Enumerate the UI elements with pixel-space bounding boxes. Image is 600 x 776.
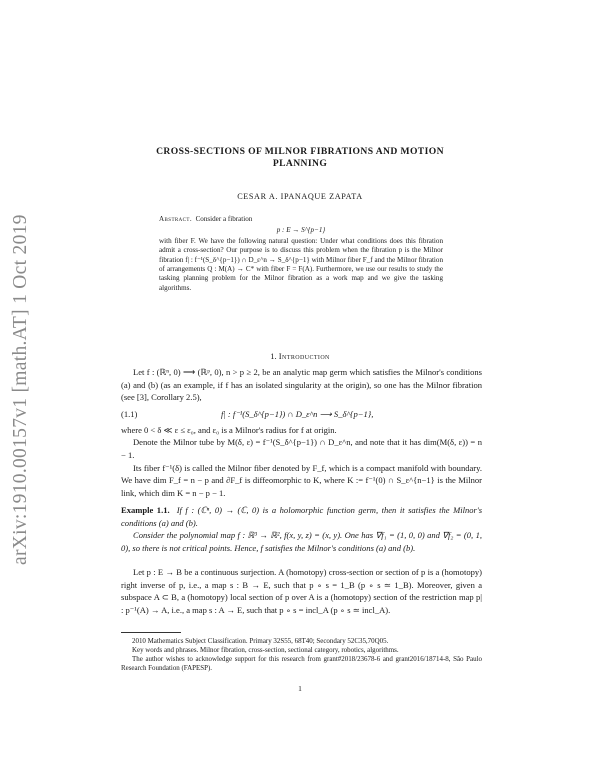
section-number: 1. — [270, 351, 277, 361]
example-1-1 — [121, 504, 482, 554]
abstract — [159, 215, 443, 293]
abstract-label: Abstract. — [159, 215, 193, 223]
abstract-intro — [159, 215, 443, 224]
example-text-2: Consider the polynomial map f : ℝ³ → ℝ², f(x, y, z) = (x, y). One has ∇f₁ = (1, 0, 0) and ∇f₂ = (0, 1, 0), so there is not critical points. Hence, f satisfies the Milnor's conditions (a) and (b). — [121, 530, 482, 553]
paragraph-5: Let p : E → B be a continuous surjection. A (homotopy) cross-section or section of p is a (homotopy) right inverse of p, i.e., a map s : B → E, such that p ∘ s = 1_B (p ∘ s ≃ 1_B). Moreover, given a subspace A ⊂ B, a (homotopy) local section of p over A is a (homotopy) section of the restriction map p| : p⁻¹(A) → A, i.e., a map s : A → E, such that p ∘ s = incl_A (p ∘ s ≃ incl_A). — [121, 567, 482, 615]
equation-1-1 — [121, 406, 482, 422]
paragraph-3: Denote the Milnor tube by M(δ, ε) = f⁻¹(S_δ^{p−1}) ∩ D_ε^n, and note that it has dim(M(δ, ε)) = n − 1. — [121, 437, 482, 460]
footnote-rule — [121, 632, 181, 633]
page-number: 1 — [298, 684, 302, 693]
paragraph-4: Its fiber f⁻¹(δ) is called the Milnor fiber denoted by F_f, which is a compact manifold with boundary. We have dim F_f = n − p and ∂F_f is diffeomorphic to K, where K := f⁻¹(0) ∩ S_ε^{n−1} is the Milnor link, which dim K = n − p − 1. — [121, 462, 482, 498]
paragraph-2: where 0 < δ ≪ ε ≤ ε₀, and ε₀ is a Milnor's radius for f at origin. — [121, 424, 337, 435]
abstract-body: with fiber F. We have the following natural question: Under what conditions does this fibration admit a cross-section? Our purpose is to discuss this problem when the fibration p is the Milnor fibration f| : f⁻¹(S_δ^{p−1}) ∩ D_ε^n → S_δ^{p−1} with Milnor fiber F_f and the Milnor fibration of arrangements Q : M(A) → C* with fiber F = F(A). Furthermore, we use our results to study the tasking planning problem for the Milnor fibration as a work map and we give the tasking algorithms. — [159, 236, 443, 292]
title-line-2: PLANNING — [272, 158, 328, 169]
footnote-support: The author wishes to acknowledge support for this research from grant#2018/23678-6 and grant2016/18714-8, São Paulo Research Foundation (FAPESP). — [121, 655, 482, 673]
example-text: If f : (ℂⁿ, 0) → (ℂ, 0) is a holomorphic function germ, then it satisfies the Milnor's conditions (a) and (b). — [121, 505, 483, 528]
title-line-1: CROSS-SECTIONS OF MILNOR FIBRATIONS AND MOTION — [156, 146, 444, 157]
section-title: Introduction — [278, 351, 330, 361]
paragraph-1: Let f : (ℝⁿ, 0) ⟶ (ℝᵖ, 0), n > p ≥ 2, be an analytic map germ which satisfies the Milnor's conditions (a) and (b) (as an example, if f has an isolated singularity at the origin), so one has the Milnor fibration (see [3], Corollary 2.5), — [121, 367, 482, 403]
equation-number: (1.1) — [121, 408, 138, 419]
section-heading — [120, 351, 480, 361]
body-text — [121, 366, 482, 499]
abstract-display-equation: p : E → S^{p−1} — [276, 226, 326, 235]
example-label: Example 1.1. — [121, 505, 170, 515]
paper-title — [120, 146, 480, 170]
abstract-intro-text: Consider a fibration — [195, 215, 253, 223]
footnote-msc: 2010 Mathematics Subject Classification. Primary 32S55, 68T40; Secondary 52C35,70Q05. — [132, 637, 389, 645]
equation-body: f| : f⁻¹(S_δ^{p−1}) ∩ D_ε^n ⟶ S_δ^{p−1}, — [221, 408, 374, 419]
footnote-keywords: Key words and phrases. Milnor fibration, cross-section, sectional category, robotics, algorithms. — [132, 646, 399, 655]
arxiv-identifier: arXiv:1910.00157v1 [math.AT] 1 Oct 2019 — [10, 214, 31, 565]
paragraph-section — [121, 566, 482, 616]
footnotes — [121, 637, 482, 673]
author-name: CESAR A. IPANAQUE ZAPATA — [237, 192, 363, 201]
